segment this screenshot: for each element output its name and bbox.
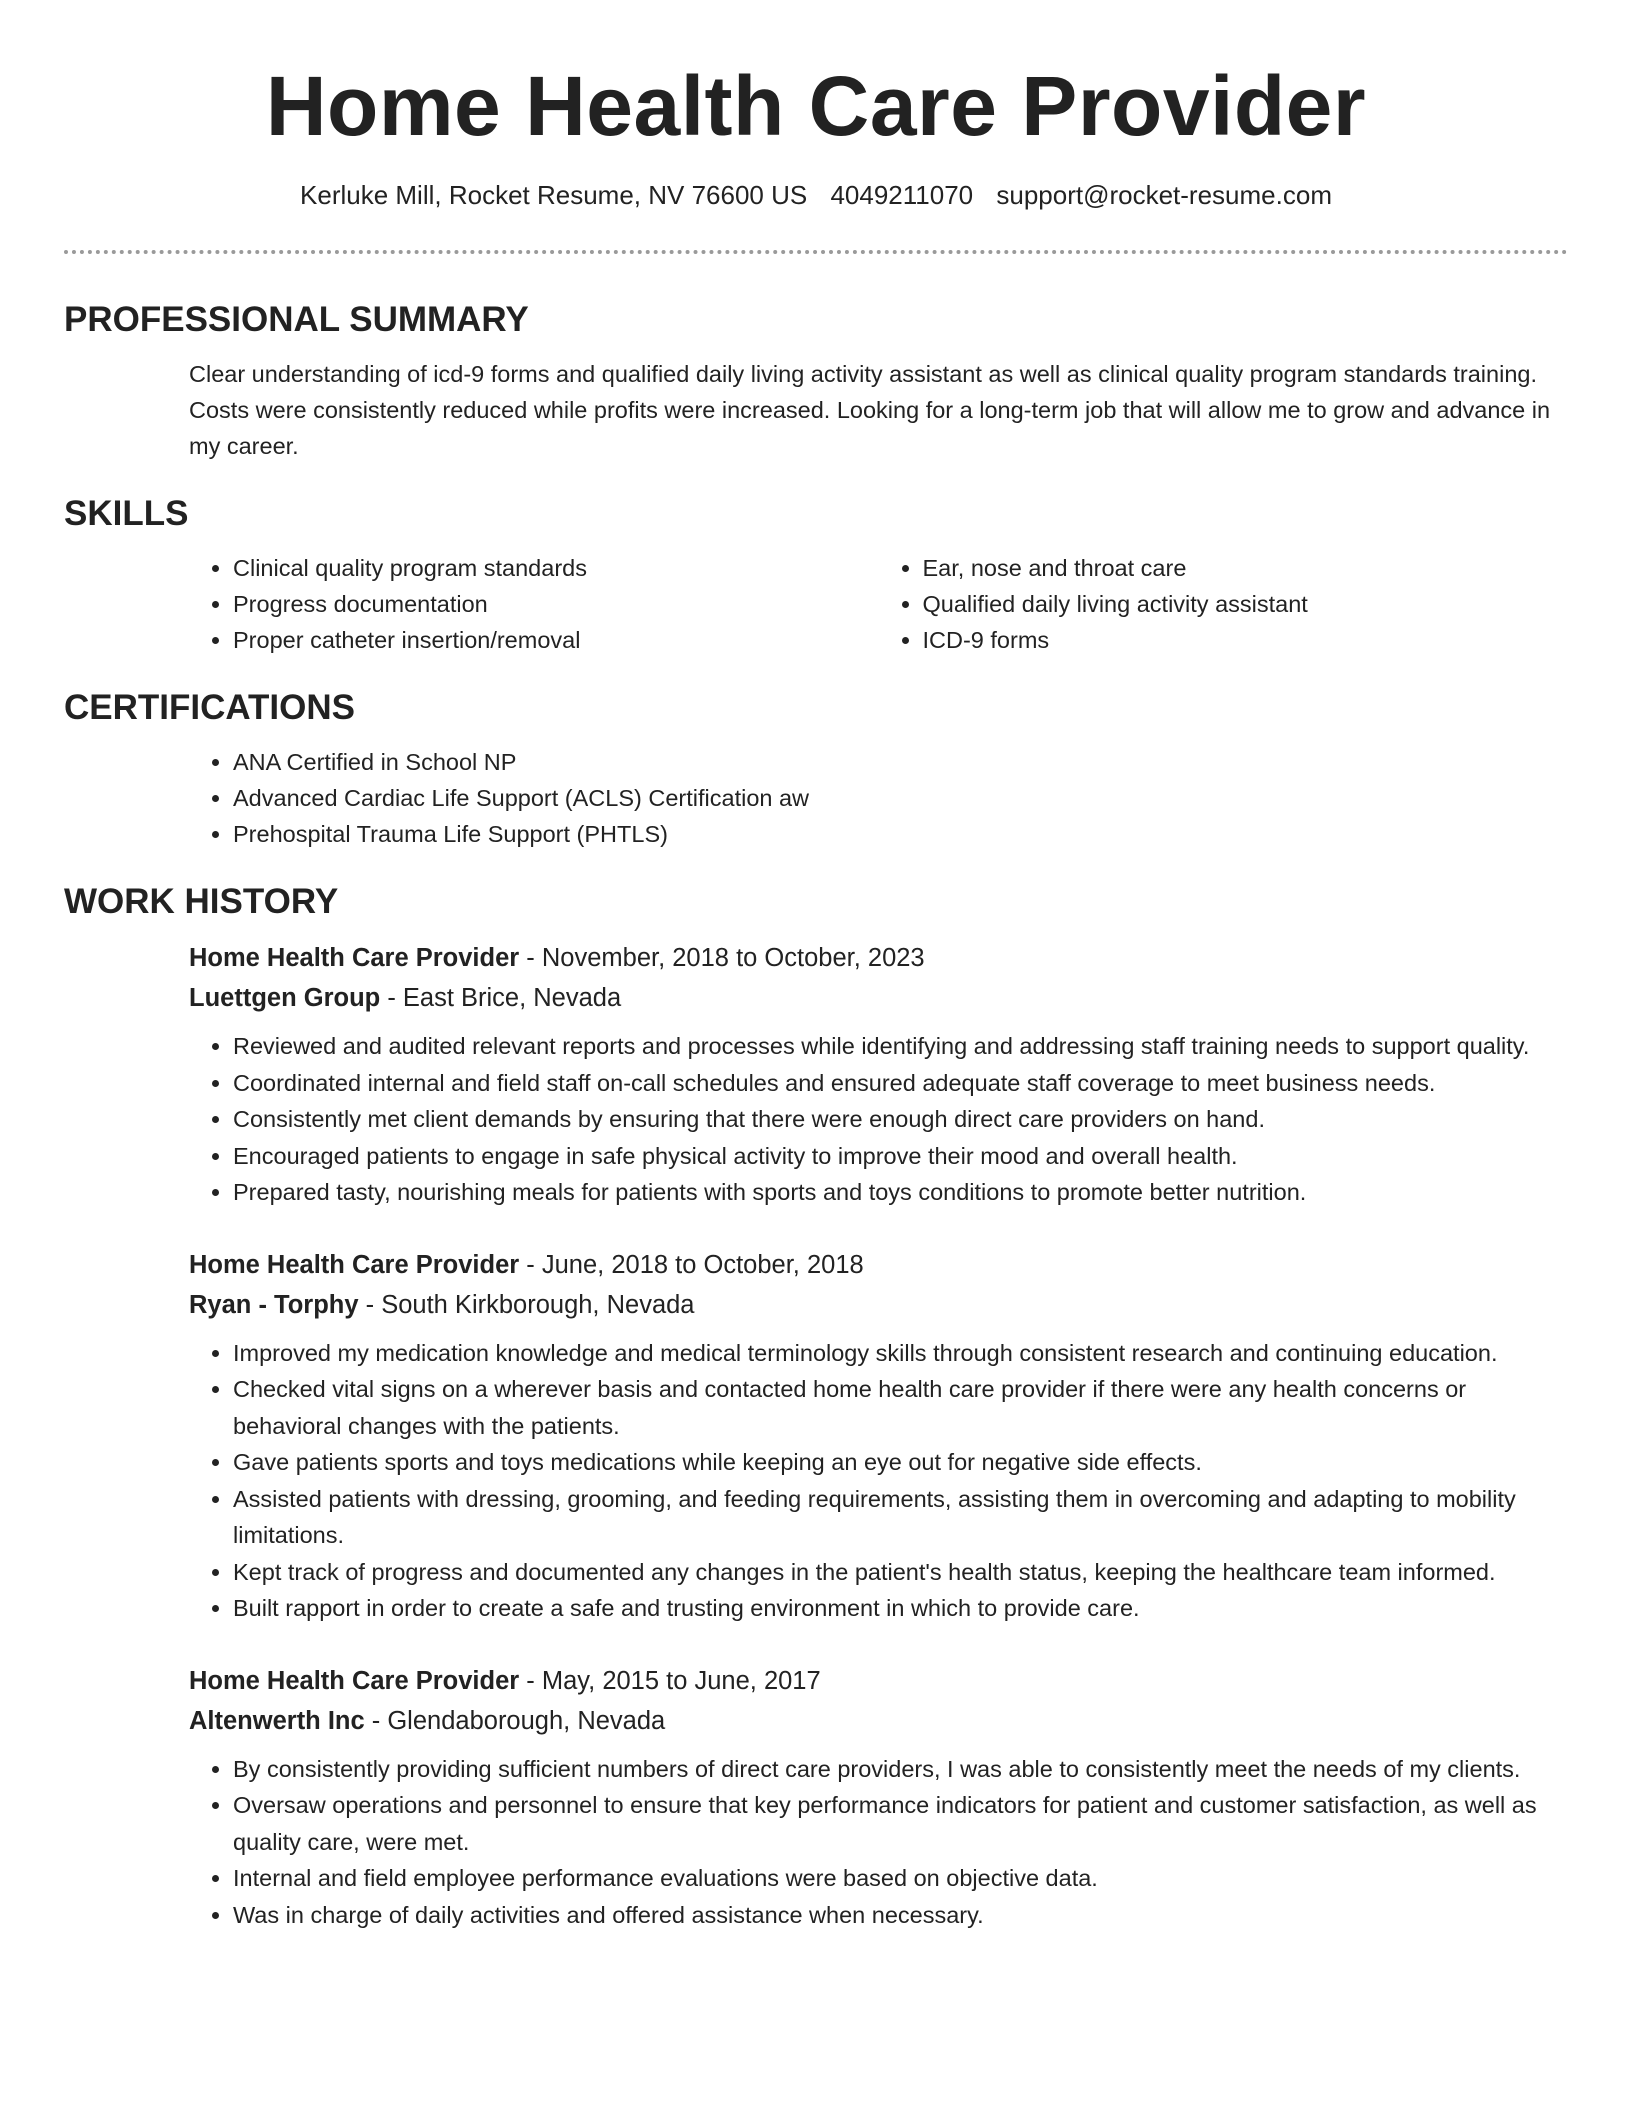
job-bullet: • Improved my medication knowledge and medical terminology skills through consistent research and continuing education. bbox=[233, 1335, 1568, 1372]
job-company-line bbox=[189, 1701, 1568, 1741]
job-bullet: • Reviewed and audited relevant reports and processes while identifying and addressing staff training needs to support quality. bbox=[233, 1028, 1568, 1065]
resume-content bbox=[64, 296, 1568, 1933]
job-bullet: • Coordinated internal and field staff on-call schedules and ensured adequate staff coverage to meet business needs. bbox=[233, 1065, 1568, 1102]
job-bullet: • Prepared tasty, nourishing meals for patients with sports and toys conditions to promote better nutrition. bbox=[233, 1174, 1568, 1211]
job-bullet-list bbox=[189, 1751, 1568, 1934]
job-bullet: • Checked vital signs on a wherever basis and contacted home health care provider if there were any health concerns or behavioral changes with the patients. bbox=[233, 1371, 1568, 1444]
resume-name: Home Health Care Provider bbox=[265, 59, 1367, 153]
certification-item: • Advanced Cardiac Life Support (ACLS) Certification aw bbox=[233, 780, 1568, 816]
job-bullet: • Gave patients sports and toys medications while keeping an eye out for negative side effects. bbox=[233, 1444, 1568, 1481]
job-bullet: • Assisted patients with dressing, grooming, and feeding requirements, assisting them in overcoming and adapting to mobility limitations. bbox=[233, 1481, 1568, 1554]
skill-item: • Clinical quality program standards bbox=[233, 550, 879, 586]
job-bullet-list bbox=[189, 1028, 1568, 1211]
job-company: Luettgen Group bbox=[189, 984, 381, 1012]
job-title-line bbox=[189, 1245, 1568, 1285]
job-location: - East Brice, Nevada bbox=[380, 984, 622, 1012]
header-divider bbox=[64, 250, 1568, 254]
skills-title: SKILLS bbox=[64, 494, 189, 533]
job-dates: - May, 2015 to June, 2017 bbox=[519, 1666, 821, 1695]
job-company-line bbox=[189, 978, 1568, 1018]
skills-grid bbox=[189, 550, 1568, 658]
job-location: - South Kirkborough, Nevada bbox=[358, 1290, 695, 1319]
job-entry bbox=[189, 938, 1568, 1211]
certification-item: • Prehospital Trauma Life Support (PHTLS) bbox=[233, 816, 1568, 852]
contact-address: Kerluke Mill, Rocket Resume, NV 76600 US bbox=[300, 180, 808, 210]
skill-item: • Qualified daily living activity assistant bbox=[923, 586, 1569, 622]
job-bullet: • Consistently met client demands by ensuring that there were enough direct care providers on hand. bbox=[233, 1101, 1568, 1138]
skill-item: • Ear, nose and throat care bbox=[923, 550, 1569, 586]
job-title-line bbox=[189, 938, 1568, 978]
summary-text: Clear understanding of icd-9 forms and qualified daily living activity assistant as well as clinical quality program standards training. Costs were consistently reduced while profits were increased. Looking for a long-term job that will allow me to grow and advance in my career. bbox=[189, 361, 1551, 459]
job-bullet: • Built rapport in order to create a safe and trusting environment in which to provide care. bbox=[233, 1590, 1568, 1627]
job-company: Ryan - Torphy bbox=[189, 1290, 359, 1319]
job-role: Home Health Care Provider bbox=[189, 1666, 520, 1695]
work-history-title: WORK HISTORY bbox=[64, 882, 339, 921]
certifications-list bbox=[189, 744, 1568, 852]
job-dates: - November, 2018 to October, 2023 bbox=[519, 944, 925, 972]
job-bullet: • Oversaw operations and personnel to ensure that key performance indicators for patient and customer satisfaction, as well as quality care, were met. bbox=[233, 1787, 1568, 1860]
summary-body bbox=[189, 356, 1568, 464]
certifications-title: CERTIFICATIONS bbox=[64, 688, 356, 727]
job-bullet: • Kept track of progress and documented any changes in the patient's health status, keeping the healthcare team informed. bbox=[233, 1554, 1568, 1591]
summary-title: PROFESSIONAL SUMMARY bbox=[64, 300, 529, 339]
job-role: Home Health Care Provider bbox=[189, 944, 520, 972]
job-bullet: • Encouraged patients to engage in safe physical activity to improve their mood and overall health. bbox=[233, 1138, 1568, 1175]
certifications-section bbox=[64, 684, 1568, 852]
job-bullet: • Internal and field employee performance evaluations were based on objective data. bbox=[233, 1860, 1568, 1897]
skill-item: • ICD-9 forms bbox=[923, 622, 1569, 658]
certification-item: • ANA Certified in School NP bbox=[233, 744, 1568, 780]
job-bullet-list bbox=[189, 1335, 1568, 1627]
job-title-line bbox=[189, 1661, 1568, 1701]
contact-line bbox=[0, 178, 1632, 212]
job-dates: - June, 2018 to October, 2018 bbox=[519, 1250, 864, 1279]
job-company-line bbox=[189, 1285, 1568, 1325]
work-history-section bbox=[64, 878, 1568, 1933]
job-entry bbox=[189, 1245, 1568, 1627]
skill-item: • Progress documentation bbox=[233, 586, 879, 622]
skills-left-list bbox=[189, 550, 879, 658]
job-company: Altenwerth Inc bbox=[189, 1706, 365, 1735]
contact-email: support@rocket-resume.com bbox=[996, 180, 1332, 210]
skill-item: • Proper catheter insertion/removal bbox=[233, 622, 879, 658]
skills-right-list bbox=[879, 550, 1569, 658]
job-bullet: • By consistently providing sufficient numbers of direct care providers, I was able to consistently meet the needs of my clients. bbox=[233, 1751, 1568, 1788]
contact-phone: 4049211070 bbox=[830, 180, 974, 210]
summary-section bbox=[64, 296, 1568, 464]
job-location: - Glendaborough, Nevada bbox=[364, 1706, 666, 1735]
job-bullet: • Was in charge of daily activities and offered assistance when necessary. bbox=[233, 1897, 1568, 1934]
certifications-body bbox=[189, 744, 1568, 852]
job-entry bbox=[189, 1661, 1568, 1934]
work-history-body bbox=[189, 938, 1568, 1933]
job-role: Home Health Care Provider bbox=[189, 1250, 520, 1279]
skills-section bbox=[64, 490, 1568, 658]
